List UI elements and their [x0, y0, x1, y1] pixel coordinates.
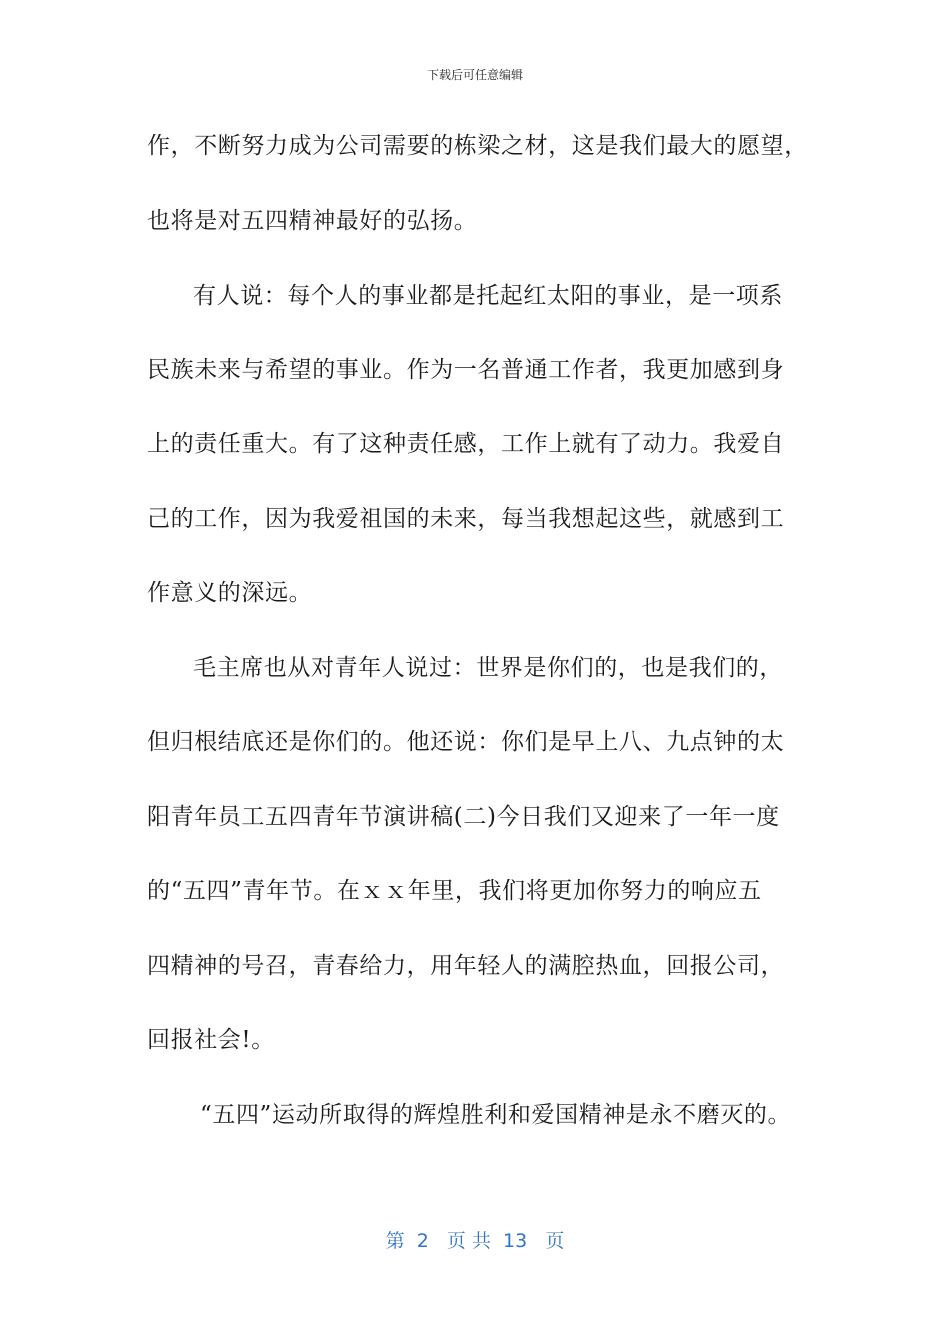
body-line: 己的工作，因为我爱祖国的未来，每当我想起这些，就感到工	[147, 506, 785, 532]
paragraph-start-line: “五四”运动所取得的辉煌胜利和爱国精神是永不磨灭的。	[200, 1102, 792, 1128]
paragraph-start-line: 毛主席也从对青年人说过：世界是你们的，也是我们的，	[193, 655, 783, 681]
body-line: 作意义的深远。	[147, 580, 313, 606]
body-line: 也将是对五四精神最好的弘扬。	[147, 208, 478, 234]
body-line: 回报社会!。	[147, 1027, 275, 1053]
header-note: 下载后可任意编辑	[426, 68, 523, 82]
body-line: 阳青年员工五四青年节演讲稿(二)今日我们又迎来了一年一度	[147, 804, 780, 830]
body-line: 作，不断努力成为公司需要的栋梁之材，这是我们最大的愿望，	[147, 133, 808, 159]
body-line: 四精神的号召，青春给力，用年轻人的满腔热血，回报公司，	[147, 953, 785, 979]
paragraph-start-line: 有人说：每个人的事业都是托起红太阳的事业，是一项系	[193, 283, 783, 309]
body-line: 上的责任重大。有了这种责任感，工作上就有了动力。我爱自	[147, 431, 785, 457]
body-line: 但归根结底还是你们的。他还说：你们是早上八、九点钟的太	[147, 729, 785, 755]
page-number-footer: 第 2 页 共 13 页	[385, 1230, 565, 1252]
body-line: 民族未来与希望的事业。作为一名普通工作者，我更加感到身	[147, 357, 785, 383]
body-line: 的“五四”青年节。在ｘｘ年里，我们将更加你努力的响应五	[147, 878, 762, 904]
